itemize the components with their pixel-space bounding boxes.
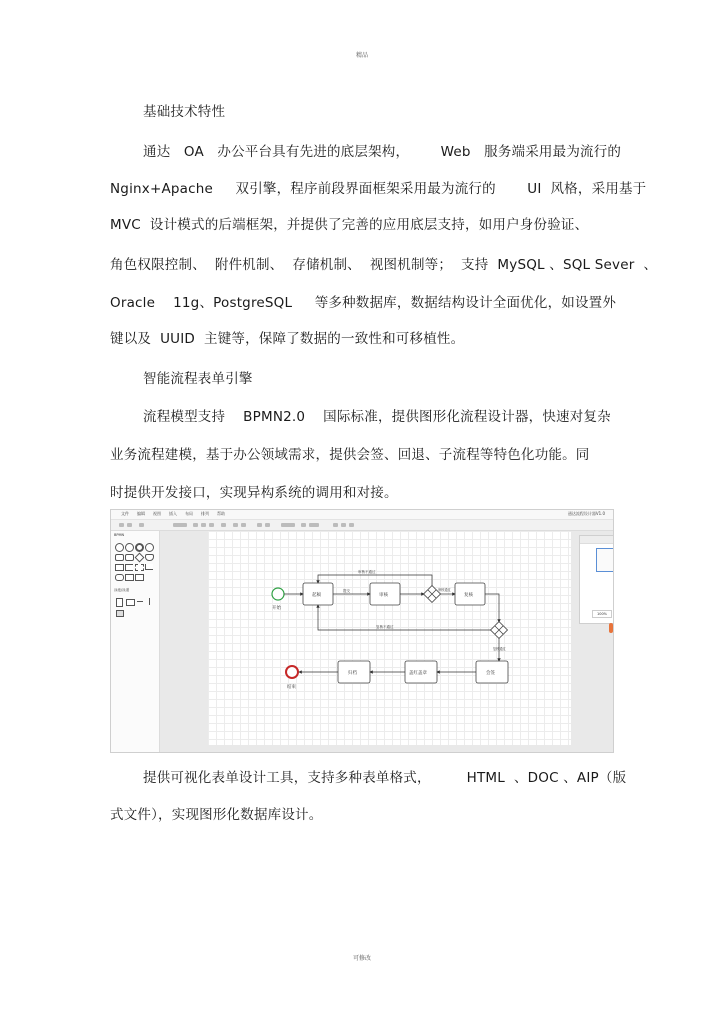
diagram-canvas[interactable] — [208, 531, 571, 745]
workflow-designer-screenshot — [110, 509, 614, 753]
flow-back-top-label: 审核不通过 — [358, 570, 376, 574]
bracket-shape-icon[interactable] — [125, 564, 133, 571]
flow-back-mid — [318, 605, 491, 630]
task-recheck-label: 复核 — [464, 593, 473, 598]
connector-icon — [257, 523, 262, 527]
menu-item: 帮助 — [217, 511, 225, 516]
paragraph-line: Nginx+Apache 双引擎，程序前段界面框架采用最为流行的 UI 风格，采用基于 — [110, 181, 647, 197]
paragraph-line: 式文件），实现图形化数据库设计。 — [110, 807, 323, 823]
paragraph-line: 提供可视化表单设计工具，支持多种表单格式， HTML 、DOC 、AIP（版 — [143, 770, 627, 786]
task-draft-label: 起稿 — [312, 593, 321, 598]
end-label: 结束 — [287, 685, 296, 690]
paragraph-line: 流程模型支持 BPMN2.0 国际标准，提供图形化流程设计器，快速对复杂 — [143, 409, 611, 425]
subprocess-shape-icon[interactable] — [125, 554, 134, 561]
pool-horizontal-icon[interactable] — [126, 599, 135, 606]
circle-shape-icon[interactable] — [135, 543, 144, 552]
fill-color-icon — [233, 523, 238, 527]
flow-submit-label: 提交 — [343, 589, 350, 593]
italic-icon — [201, 523, 206, 527]
lane-divider-icon[interactable] — [137, 601, 143, 602]
page-header: 精品 — [355, 52, 368, 59]
envelope-shape-icon[interactable] — [135, 574, 144, 581]
task-archive-label: 归档 — [348, 671, 357, 676]
canvas-area — [160, 531, 613, 752]
shape-palette — [111, 531, 160, 752]
font-select-icon — [173, 523, 187, 527]
menu-bar — [111, 510, 613, 520]
flow-back-mid-label: 复核不通过 — [376, 625, 394, 629]
app-title: 通达流程设计器V1.0 — [567, 511, 605, 516]
flow-pass-label: 审核通过 — [438, 588, 451, 592]
heading-basic-tech: 基础技术特性 — [143, 104, 226, 120]
outline-panel — [579, 535, 614, 624]
arrow-icon — [265, 523, 270, 527]
menu-item: 文件 — [121, 511, 129, 516]
circle-shape-icon[interactable] — [145, 543, 154, 552]
page-footer: 可修改 — [352, 955, 371, 962]
outline-header — [580, 536, 614, 544]
zoom-field[interactable]: 100% — [592, 610, 612, 618]
gateway-shape-icon[interactable] — [135, 553, 145, 563]
task-shape-icon[interactable] — [115, 554, 124, 561]
undo-icon — [119, 523, 124, 527]
paragraph-line: 角色权限控制、 附件机制、 存储机制、 视图机制等； 支持 MySQL 、SQL Sever 、 — [110, 257, 658, 273]
pool-vertical-icon[interactable] — [116, 598, 123, 607]
palette-section-bpmn: BPMN — [114, 533, 125, 537]
task-countersign-label: 会签 — [486, 671, 495, 676]
zoom-out-icon — [341, 523, 346, 527]
paragraph-line: Oracle 11g、PostgreSQL 等多种数据库，数据结构设计全面优化，如设置外 — [110, 295, 617, 311]
paragraph-line: 业务流程建模，基于办公领域需求，提供会签、回退、子流程等特色化功能。同 — [110, 447, 590, 463]
start-event[interactable] — [272, 588, 284, 600]
start-label: 开始 — [272, 606, 281, 611]
zoom-in-icon — [333, 523, 338, 527]
align-icon — [221, 523, 226, 527]
outline-preview[interactable] — [596, 548, 614, 572]
line-color-icon — [241, 523, 246, 527]
paragraph-line: 键以及 UUID 主键等，保障了数据的一致性和可移植性。 — [110, 331, 465, 347]
end-event[interactable] — [286, 666, 298, 678]
accent-edge-marker — [609, 623, 613, 633]
paragraph-line: 通达 OA 办公平台具有先进的底层架构， Web 服务端采用最为流行的 — [143, 144, 622, 160]
annotation-shape-icon[interactable] — [145, 564, 153, 570]
arrow-end-icon — [309, 523, 319, 527]
database-shape-icon[interactable] — [145, 554, 154, 561]
menu-item: 视图 — [153, 511, 161, 516]
lane-vertical-icon[interactable] — [149, 598, 150, 605]
paragraph-line: MVC 设计模式的后端框架，并提供了完善的应用底层支持，如用户身份验证、 — [110, 217, 589, 233]
menu-item: 插入 — [169, 511, 177, 516]
group-shape-icon[interactable] — [125, 574, 134, 581]
menu-item: 排列 — [201, 511, 209, 516]
flow-pass2-label: 复核通过 — [493, 647, 506, 651]
document-shape-icon[interactable] — [115, 564, 124, 571]
message-shape-icon[interactable] — [115, 574, 124, 581]
fit-icon — [349, 523, 354, 527]
redo-icon — [127, 523, 132, 527]
line-style-icon — [281, 523, 295, 527]
toolbar — [111, 520, 613, 531]
waypoint-icon — [301, 523, 306, 527]
task-seal-label: 盖红盖章 — [409, 671, 427, 676]
lane-box-icon[interactable] — [116, 610, 124, 617]
underline-icon — [209, 523, 214, 527]
bold-icon — [193, 523, 198, 527]
bpmn-diagram — [208, 531, 571, 745]
delete-icon — [139, 523, 144, 527]
flow-recheck-gateway — [485, 594, 499, 622]
circle-shape-icon[interactable] — [115, 543, 124, 552]
menu-item: 布局 — [185, 511, 193, 516]
heading-workflow-engine: 智能流程表单引擎 — [143, 371, 253, 387]
task-review-label: 审核 — [379, 593, 388, 598]
paragraph-line: 时提供开发接口，实现异构系统的调用和对接。 — [110, 485, 398, 501]
palette-section-pool: 泳池/泳道 — [114, 588, 130, 592]
gateway-2[interactable] — [491, 622, 508, 639]
menu-item: 编辑 — [137, 511, 145, 516]
circle-shape-icon[interactable] — [125, 543, 134, 552]
dashed-shape-icon[interactable] — [135, 564, 144, 571]
